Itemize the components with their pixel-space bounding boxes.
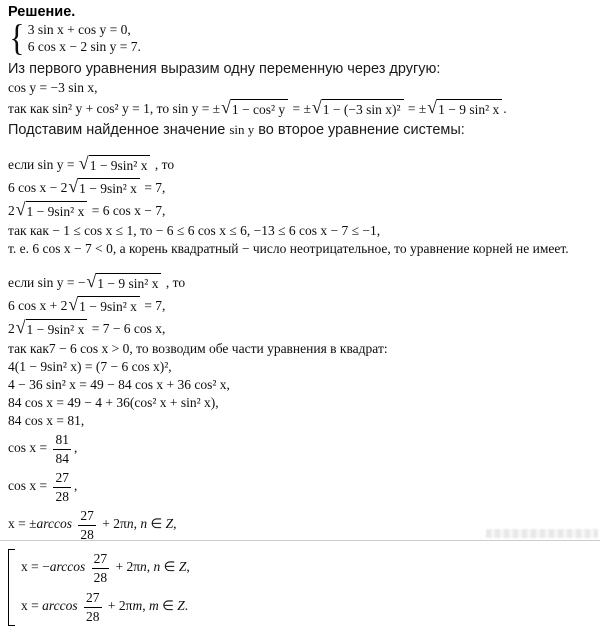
math-line: 84 cos x = 49 − 4 + 36(cos² x + sin² x), [8, 395, 219, 410]
fraction [53, 470, 71, 504]
explanation-line: Подставим найденное значение sin y во второе уравнение системы: [8, 122, 465, 138]
vertical-gap [8, 259, 600, 270]
math-line: 84 cos x = 81, [8, 413, 85, 428]
italic-math-text: arccos [36, 516, 73, 532]
numerator: 27 [53, 470, 71, 488]
radicand: 1 − 9sin² x [26, 201, 88, 220]
numerator: 27 [78, 508, 96, 526]
system-equation: 3 sin x + cos y = 0, [27, 22, 131, 37]
denominator: 28 [80, 526, 94, 542]
radicand: 1 − 9 sin² x [437, 99, 502, 118]
radical [221, 99, 288, 118]
italic-math-text: n [153, 559, 161, 575]
math-line: если sin y = − √ 1 − 9 sin² x , то [8, 271, 186, 291]
square-bracket [8, 549, 15, 626]
page-title: Решение. [8, 4, 76, 20]
vertical-gap [8, 141, 600, 152]
radical-sign: √ [86, 271, 97, 291]
italic-math-text: n [140, 516, 148, 532]
denominator: 28 [55, 488, 69, 504]
solution-cases [8, 547, 600, 628]
math-line: cos y = −3 sin x, [8, 80, 98, 95]
case-equation: x = arccos $\frac{27}{28}$ + 2πm, m ∈ Z. [21, 590, 189, 624]
radical [16, 201, 88, 220]
numerator: 27 [92, 551, 110, 569]
watermark [486, 529, 598, 538]
radical [312, 99, 404, 118]
math-line: 4(1 − 9sin² x) = (7 − 6 cos x)², [8, 359, 172, 374]
math-line: т. е. 6 cos x − 7 < 0, а корень квадратный − число неотрицательное, то уравнение корней не имеет. [8, 241, 569, 256]
denominator: 28 [86, 608, 100, 624]
numerator: 81 [53, 432, 71, 450]
fraction [84, 590, 102, 624]
radical [79, 155, 151, 174]
radicand: 1 − cos² y [231, 99, 288, 118]
math-line: 6 cos x − 2 √ 1 − 9sin² x = 7, [8, 176, 166, 196]
inline-math: sin y [229, 122, 255, 137]
curly-brace: { [9, 17, 25, 59]
cases-rows [21, 547, 190, 628]
radical-sign: √ [427, 97, 438, 117]
math-line: если sin y = √ 1 − 9sin² x , то [8, 153, 175, 173]
radical [16, 319, 88, 338]
fraction [53, 432, 71, 466]
radical-sign: √ [221, 97, 231, 117]
math-line: так как7 − 6 cos x > 0, то возводим обе части уравнения в квадрат: [8, 341, 388, 356]
denominator: 84 [55, 450, 69, 466]
radical [427, 99, 502, 118]
fraction [78, 508, 96, 542]
italic-math-text: Z [178, 559, 187, 575]
italic-math-text: Z [165, 516, 174, 532]
radical-sign: √ [311, 97, 322, 117]
radical [87, 273, 162, 292]
radical-sign: √ [68, 176, 79, 196]
math-line: cos x = $\frac{81}{84}$ , [8, 432, 78, 466]
numerator: 27 [84, 590, 102, 608]
italic-math-text: n [140, 559, 147, 575]
radical-sign: √ [78, 153, 89, 173]
math-line: cos x = $\frac{27}{28}$ , [8, 470, 78, 504]
math-line: x = ±arccos $\frac{27}{28}$ + 2πn, n ∈ Z, [8, 508, 177, 542]
radicand: 1 − 9sin² x [78, 178, 140, 197]
math-line: 2 √ 1 − 9sin² x = 7 − 6 cos x, [8, 317, 166, 337]
math-line: 4 − 36 sin² x = 49 − 84 cos x + 36 cos² x, [8, 377, 230, 392]
case-equation: x = −arccos $\frac{27}{28}$ + 2πn, n ∈ Z, [21, 551, 190, 585]
italic-math-text: arccos [49, 559, 86, 575]
fraction [92, 551, 110, 585]
radical-sign: √ [15, 199, 26, 219]
system-equation: 6 cos x − 2 sin y = 7. [27, 39, 141, 54]
radicand: 1 − 9sin² x [78, 296, 140, 315]
explanation-line: Из первого уравнения выразим одну переменную через другую: [8, 61, 441, 77]
equation-system [8, 17, 600, 59]
math-line: так как sin² y + cos² y = 1, то sin y = ± √ 1 − cos² y = ± √ 1 − (−3 sin x)² = ± √ 1 − 9 sin² x . [8, 97, 507, 117]
denominator: 28 [93, 569, 108, 585]
radicand: 1 − 9sin² x [26, 319, 88, 338]
italic-math-text: n [126, 516, 134, 532]
math-line: 6 cos x + 2 √ 1 − 9sin² x = 7, [8, 294, 166, 314]
italic-math-text: m [132, 598, 143, 614]
italic-math-text: Z [177, 598, 185, 614]
radicand: 1 − 9sin² x [89, 155, 151, 174]
math-line: так как − 1 ≤ cos x ≤ 1, то − 6 ≤ 6 cos x ≤ 6, −13 ≤ 6 cos x − 7 ≤ −1, [8, 223, 381, 238]
system-rows [28, 21, 141, 56]
italic-math-text: arccos [42, 598, 78, 614]
italic-math-text: m [148, 598, 159, 614]
radical [68, 178, 140, 197]
radicand: 1 − 9 sin² x [96, 273, 161, 292]
radical-sign: √ [68, 294, 79, 314]
radical [68, 296, 140, 315]
radical-sign: √ [15, 317, 26, 337]
radicand: 1 − (−3 sin x)² [322, 99, 404, 118]
math-line: 2 √ 1 − 9sin² x = 6 cos x − 7, [8, 199, 166, 219]
